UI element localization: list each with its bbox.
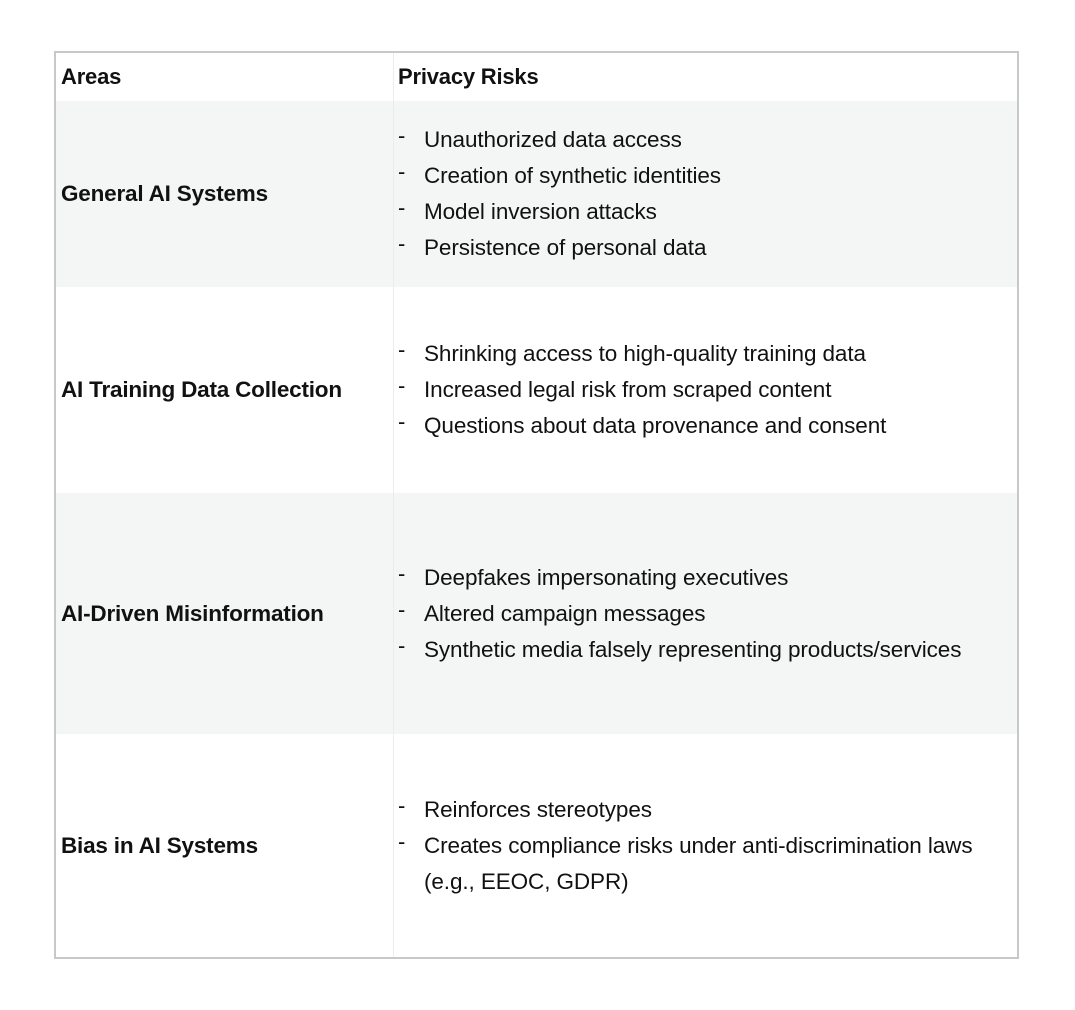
privacy-risks-table: [54, 51, 1019, 959]
dash-bullet: -: [398, 231, 406, 256]
dash-bullet: -: [398, 596, 406, 622]
risk-item: [398, 372, 886, 408]
risk-list: [398, 122, 721, 266]
area-name: AI-Driven Misinformation: [61, 600, 324, 626]
table-row: [56, 734, 1017, 957]
risk-item: [398, 122, 721, 158]
table-row: [56, 287, 1017, 493]
risks-cell: [394, 734, 1017, 957]
risk-item: [398, 792, 1016, 828]
risk-item: [398, 408, 886, 444]
header-cell-risks: [394, 53, 1017, 101]
risk-text: Model inversion attacks: [424, 199, 657, 224]
dash-bullet: -: [398, 632, 406, 658]
risk-item: [398, 158, 721, 194]
risk-text: Increased legal risk from scraped content: [424, 377, 832, 402]
table-header-row: [56, 53, 1017, 101]
dash-bullet: -: [398, 792, 406, 818]
dash-bullet: -: [398, 195, 406, 220]
dash-bullet: -: [398, 123, 406, 148]
risks-cell: [394, 101, 1017, 287]
area-name: General AI Systems: [61, 181, 268, 206]
dash-bullet: -: [398, 337, 406, 362]
dash-bullet: -: [398, 560, 406, 586]
risk-text: Shrinking access to high-quality training data: [424, 341, 866, 366]
risk-item: [398, 560, 961, 596]
risk-text: Unauthorized data access: [424, 127, 682, 152]
area-cell: [56, 101, 394, 287]
header-areas-label: Areas: [61, 64, 122, 89]
risk-text: Reinforces stereotypes: [424, 796, 652, 822]
area-cell: [56, 287, 394, 493]
table-row: [56, 101, 1017, 287]
header-risks-label: Privacy Risks: [398, 64, 539, 89]
dash-bullet: -: [398, 828, 406, 854]
area-cell: [56, 493, 394, 734]
risk-item: [398, 596, 961, 632]
risk-text: Persistence of personal data: [424, 235, 707, 260]
risk-text: Creation of synthetic identities: [424, 163, 721, 188]
area-name: AI Training Data Collection: [61, 377, 342, 402]
dash-bullet: -: [398, 159, 406, 184]
risk-list: [398, 336, 886, 444]
risks-cell: [394, 287, 1017, 493]
header-cell-areas: [56, 53, 394, 101]
risks-cell: [394, 493, 1017, 734]
risk-text: Questions about data provenance and consent: [424, 413, 887, 438]
risk-item: [398, 632, 961, 668]
dash-bullet: -: [398, 409, 406, 434]
risk-list: [398, 560, 961, 668]
risk-item: [398, 230, 721, 266]
risk-item: [398, 336, 886, 372]
risk-text: Synthetic media falsely representing products/services: [424, 636, 962, 662]
risk-list: [398, 792, 1016, 900]
dash-bullet: -: [398, 373, 406, 398]
risk-item: [398, 828, 1016, 900]
risk-item: [398, 194, 721, 230]
area-name: Bias in AI Systems: [61, 832, 258, 858]
area-cell: [56, 734, 394, 957]
table-row: [56, 493, 1017, 734]
risk-text: Altered campaign messages: [424, 600, 706, 626]
risk-text: Creates compliance risks under anti-discrimination laws (e.g., EEOC, GDPR): [424, 832, 973, 894]
risk-text: Deepfakes impersonating executives: [424, 564, 789, 590]
